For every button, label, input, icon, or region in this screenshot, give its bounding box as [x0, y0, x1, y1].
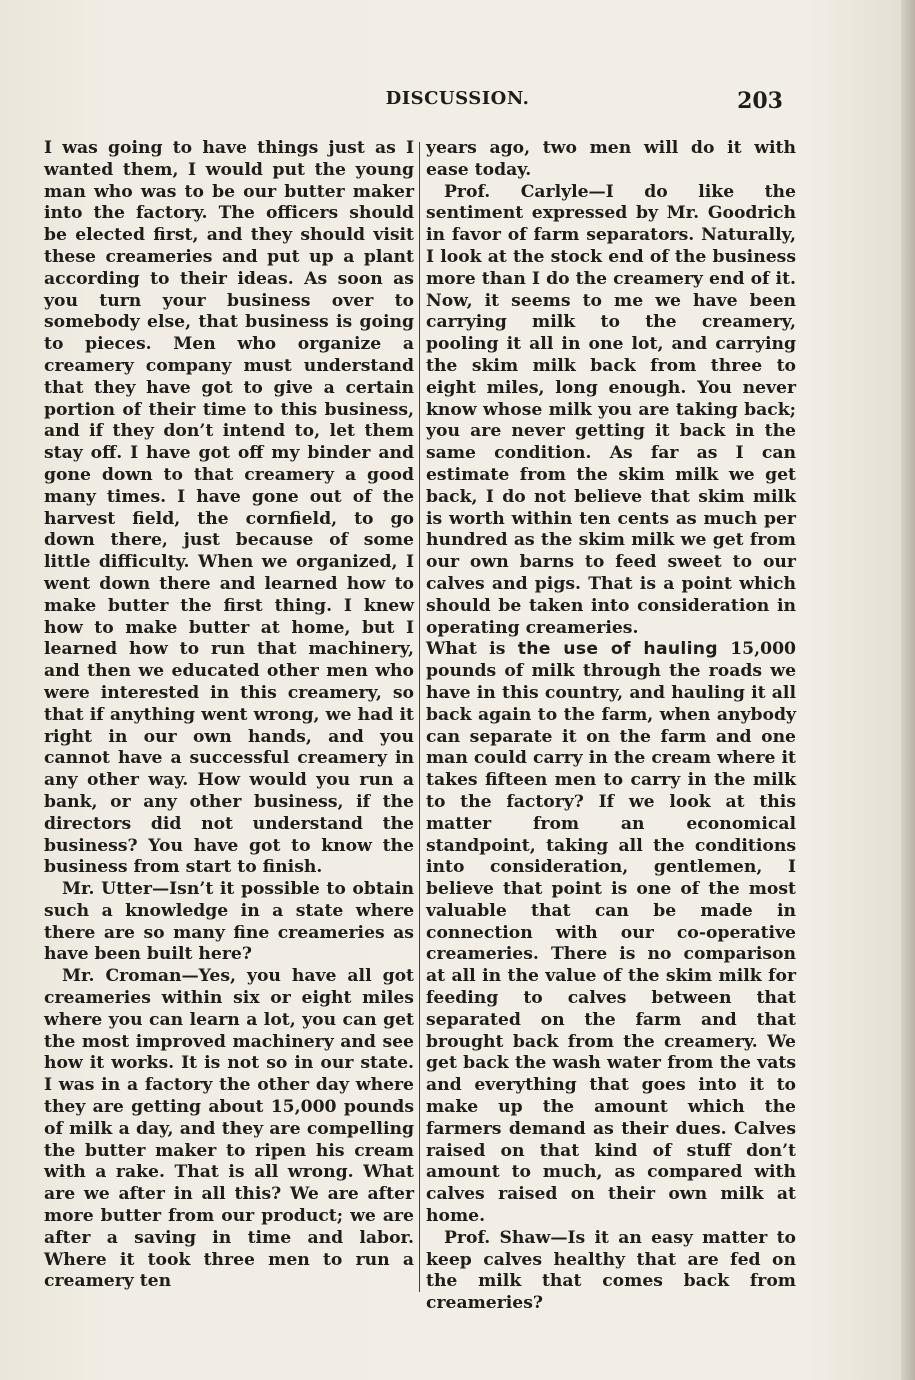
paragraph-lead: What is — [426, 639, 518, 660]
paragraph-mr-croman: Mr. Croman—Yes, you have all got creameries within six or eight miles where you can learn a lot, you can get the most improved machinery and see how it works. It is not so in our state. I was in a factory the other day where they are getting about 15,000 pounds of milk a day, and they are compelling the butter maker to ripen his cream with a rake. That is all wrong. What are we after in all this? We are after more butter from our product; we are after a saving in time and labor. Where it took three men to run a creamery ten — [44, 966, 414, 1292]
paragraph-body: 15,000 pounds of milk through the roads we have in this country, and hauling it all back again to the farm, when anybody can separate it on the farm and one man could carry in the cream where it takes fifteen men to carry in the milk to the factory? If we look at this matter from an economical standpoint, taking all the conditions into consideration, gentlemen, I believe that point is one of the most valuable that can be made in connection with our co-operative creameries. There is no comparison at all in the value of the skim milk for feeding to calves between that separated on the farm and that brought back from the creamery. We get back the wash water from the vats and everything that goes into it to make up the amount which the farmers demand as their dues. Calves raised on that kind of stuff don’t amount to much, as compared with calves raised on their own milk at home. — [426, 639, 796, 1227]
right-column — [426, 138, 796, 1315]
left-column — [44, 138, 414, 1293]
paragraph-prof-carlyle: Prof. Carlyle—I do like the sentiment expressed by Mr. Goodrich in favor of farm separators. Naturally, I look at the stock end of the business more than I do the creamery end of it. Now, it seems to me we have been carrying milk to the creamery, pooling it all in one lot, and carrying the skim milk back from three to eight miles, long enough. You never know whose milk you are taking back; you are never getting it back in the same condition. As far as I can estimate from the skim milk we get back, I do not believe that skim milk is worth within ten cents as much per hundred as the skim milk we get from our own barns to feed sweet to our calves and pigs. That is a point which should be taken into consideration in operating creameries. — [426, 181, 796, 638]
running-title: DISCUSSION. — [385, 88, 530, 109]
paragraph-croman-end: years ago, two men will do it with ease today. — [426, 138, 796, 180]
page-edge-shadow — [901, 0, 915, 1380]
column-divider — [419, 142, 420, 1292]
paragraph-hauling-question — [426, 639, 796, 1228]
paragraph-prof-shaw: Prof. Shaw—Is it an easy matter to keep calves healthy that are fed on the milk that comes back from creameries? — [426, 1227, 796, 1314]
paragraph-croman-continued: I was going to have things just as I wanted them, I would put the young man who was to be our butter maker into the factory. The officers should be elected first, and they should visit these creameries and put up a plant according to their ideas. As soon as you turn your business over to somebody else, that business is going to pieces. Men who organize a creamery company must understand that they have got to give a certain portion of their time to this business, and if they don’t intend to, let them stay off. I have got off my binder and gone down to that creamery a good many times. I have gone out of the harvest field, the cornfield, to go down there, just because of some little difficulty. When we organized, I went down there and learned how to make butter the first thing. I knew how to make butter at home, but I learned how to run that machinery, and then we educated other men who were interested in this creamery, so that if anything went wrong, we had it right in our own hands, and you cannot have a successful creamery in any other way. How would you run a bank, or any other business, if the directors did not understand the business? You have got to know the business from start to finish. — [44, 138, 414, 878]
page-number: 203 — [737, 88, 783, 114]
emphasized-phrase: the use of hauling — [517, 639, 718, 660]
paragraph-mr-utter: Mr. Utter—Isn’t it possible to obtain such a knowledge in a state where there are so many fine creameries as have been built here? — [44, 879, 414, 965]
